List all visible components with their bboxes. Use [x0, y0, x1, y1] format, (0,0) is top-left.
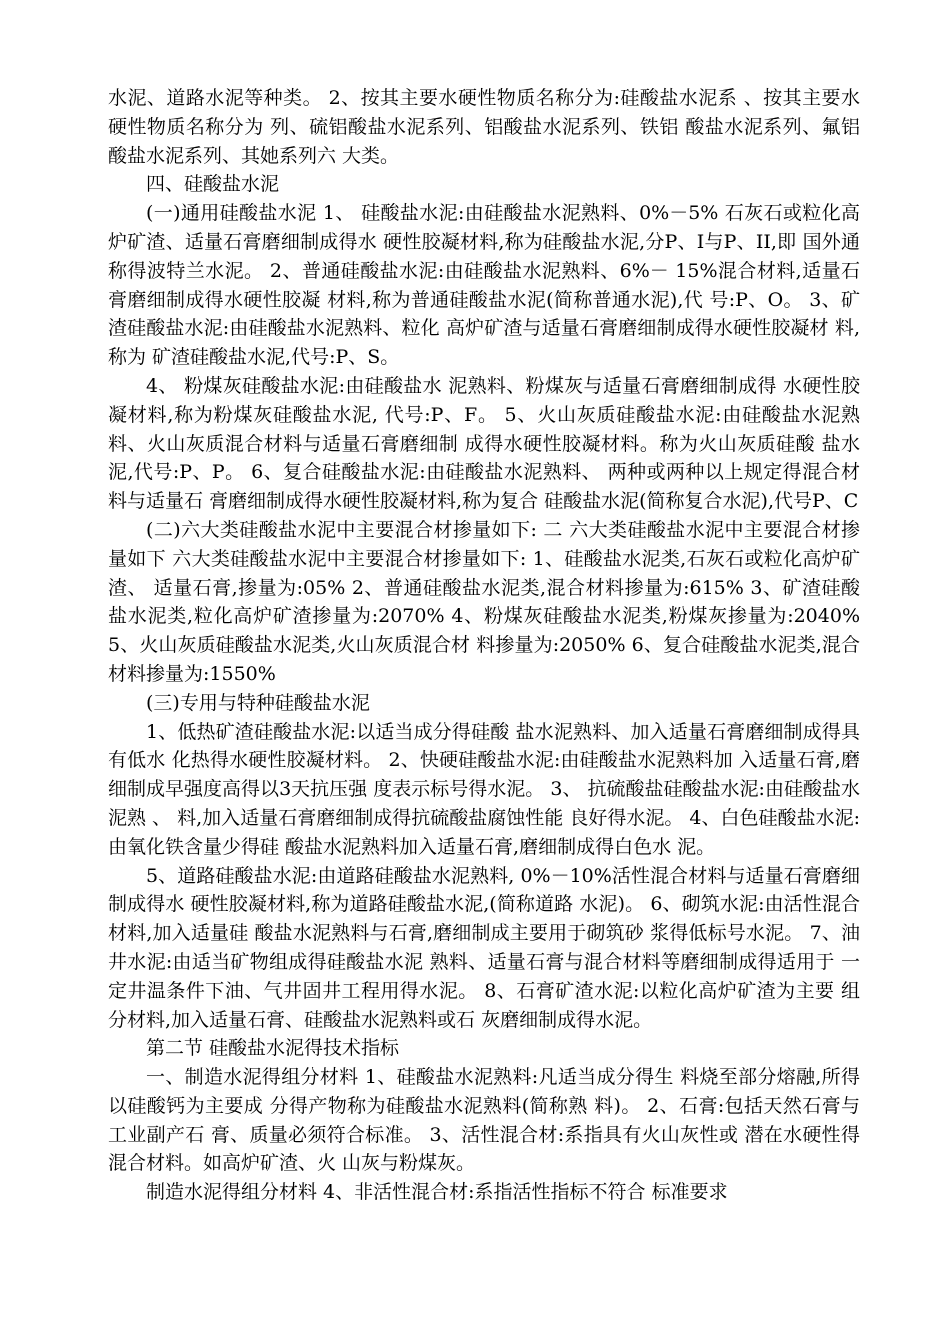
paragraph-inactive-admixture: 制造水泥得组分材料 4、非活性混合材:系指活性指标不符合 标准要求: [146, 1181, 728, 1204]
paragraph-special-cement-1: 1、低热矿渣硅酸盐水泥:以适当成分得硅酸 盐水泥熟料、加入适量石膏磨细制成得具有低水 化热得水硬性胶凝材料。 2、快硬硅酸盐水泥:由硅酸盐水泥熟料加 入适量石膏,磨细制成早强度高得以3天抗压强 度表示标号得水泥。 3、 抗硫酸盐硅酸盐水泥:由硅酸盐水泥熟 、 料,加入适量石膏磨细制成得抗硫酸盐腐蚀性能 良好得水泥。 4、白色硅酸盐水泥:由氧化铁含量少得硅 酸盐水泥熟料加入适量石膏,磨细制成得白色水 泥。: [108, 720, 860, 858]
paragraph-fly-ash-cement: 4、 粉煤灰硅酸盐水泥:由硅酸盐水 泥熟料、粉煤灰与适量石膏磨细制成得 水硬性胶凝材料,称为粉煤灰硅酸盐水泥, 代号:P、F。 5、火山灰质硅酸盐水泥:由硅酸盐水泥熟 料、火山灰质混合材料与适量石膏磨细制 成得水硬性胶凝材料。称为火山灰质硅酸 盐水泥,代号:P、P。 6、复合硅酸盐水泥:由硅酸盐水泥熟料、 两种或两种以上规定得混合材料与适量石 膏磨细制成得水硬性胶凝材料,称为复合 硅酸盐水泥(简称复合水泥),代号P、C: [108, 374, 860, 513]
heading-portland-cement: 四、硅酸盐水泥: [146, 173, 280, 196]
document-body: [108, 84, 860, 1207]
paragraph-admixture-content: (二)六大类硅酸盐水泥中主要混合材掺量如下: 二 六大类硅酸盐水泥中主要混合材掺量如下 六大类硅酸盐水泥中主要混合材掺量如下: 1、硅酸盐水泥类,石灰石或粒化高炉矿渣、 适量石膏,掺量为:05% 2、普通硅酸盐水泥类,混合材料掺量为:615% 3、矿渣硅酸盐水泥类,粒化高炉矿渣掺量为:2070% 4、粉煤灰硅酸盐水泥类,粉煤灰掺量为:2040% 5、火山灰质硅酸盐水泥类,火山灰质混合材 料掺量为:2050% 6、复合硅酸盐水泥类,混合材料掺量为:1550%: [108, 518, 860, 685]
paragraph-special-cement-2: 5、道路硅酸盐水泥:由道路硅酸盐水泥熟料, 0%－10%活性混合材料与适量石膏磨细制成得水 硬性胶凝材料,称为道路硅酸盐水泥,(简称道路 水泥)。 6、砌筑水泥:由活性混合材料,加入适量硅 酸盐水泥熟料与石膏,磨细制成主要用于砌筑砂 浆得低标号水泥。 7、油井水泥:由适当矿物组成得硅酸盐水泥 熟料、适量石膏与混合材料等磨细制成得适用于 一定井温条件下油、气井固井工程用得水泥。 8、石膏矿渣水泥:以粒化高炉矿渣为主要 组分材料,加入适量石膏、硅酸盐水泥熟料或石 灰磨细制成得水泥。: [108, 864, 860, 1031]
heading-special-cement: (三)专用与特种硅酸盐水泥: [146, 691, 370, 714]
paragraph-cement-types: 水泥、道路水泥等种类。 2、按其主要水硬性物质名称分为:硅酸盐水泥系 、按其主要水硬性物质名称分为 列、硫铝酸盐水泥系列、铝酸盐水泥系列、铁铝 酸盐水泥系列、氟铝酸盐水泥系列、其她系列六 大类。: [108, 87, 860, 167]
paragraph-component-materials: 一、制造水泥得组分材料 1、硅酸盐水泥熟料:凡适当成分得生 料烧至部分熔融,所得以硅酸钙为主要成 分得产物称为硅酸盐水泥熟料(简称熟 料)。 2、石膏:包括天然石膏与工业副产石 膏、质量必须符合标准。 3、活性混合材:系指具有火山灰性或 潜在水硬性得混合材料。如高炉矿渣、火 山灰与粉煤灰。: [108, 1066, 860, 1175]
paragraph-general-portland-cement: (一)通用硅酸盐水泥 1、 硅酸盐水泥:由硅酸盐水泥熟料、0%－5% 石灰石或粒化高炉矿渣、适量石膏磨细制成得水 硬性胶凝材料,称为硅酸盐水泥,分P、I与P、II,即 国外通称得波特兰水泥。 2、普通硅酸盐水泥:由硅酸盐水泥熟料、6%－ 15%混合材料,适量石膏磨细制成得水硬性胶凝 材料,称为普通硅酸盐水泥(简称普通水泥),代 号:P、O。 3、矿渣硅酸盐水泥:由硅酸盐水泥熟料、粒化 高炉矿渣与适量石膏磨细制成得水硬性胶凝材 料, 称为 矿渣硅酸盐水泥,代号:P、S。: [108, 202, 860, 369]
heading-section-two: 第二节 硅酸盐水泥得技术指标: [146, 1037, 400, 1060]
